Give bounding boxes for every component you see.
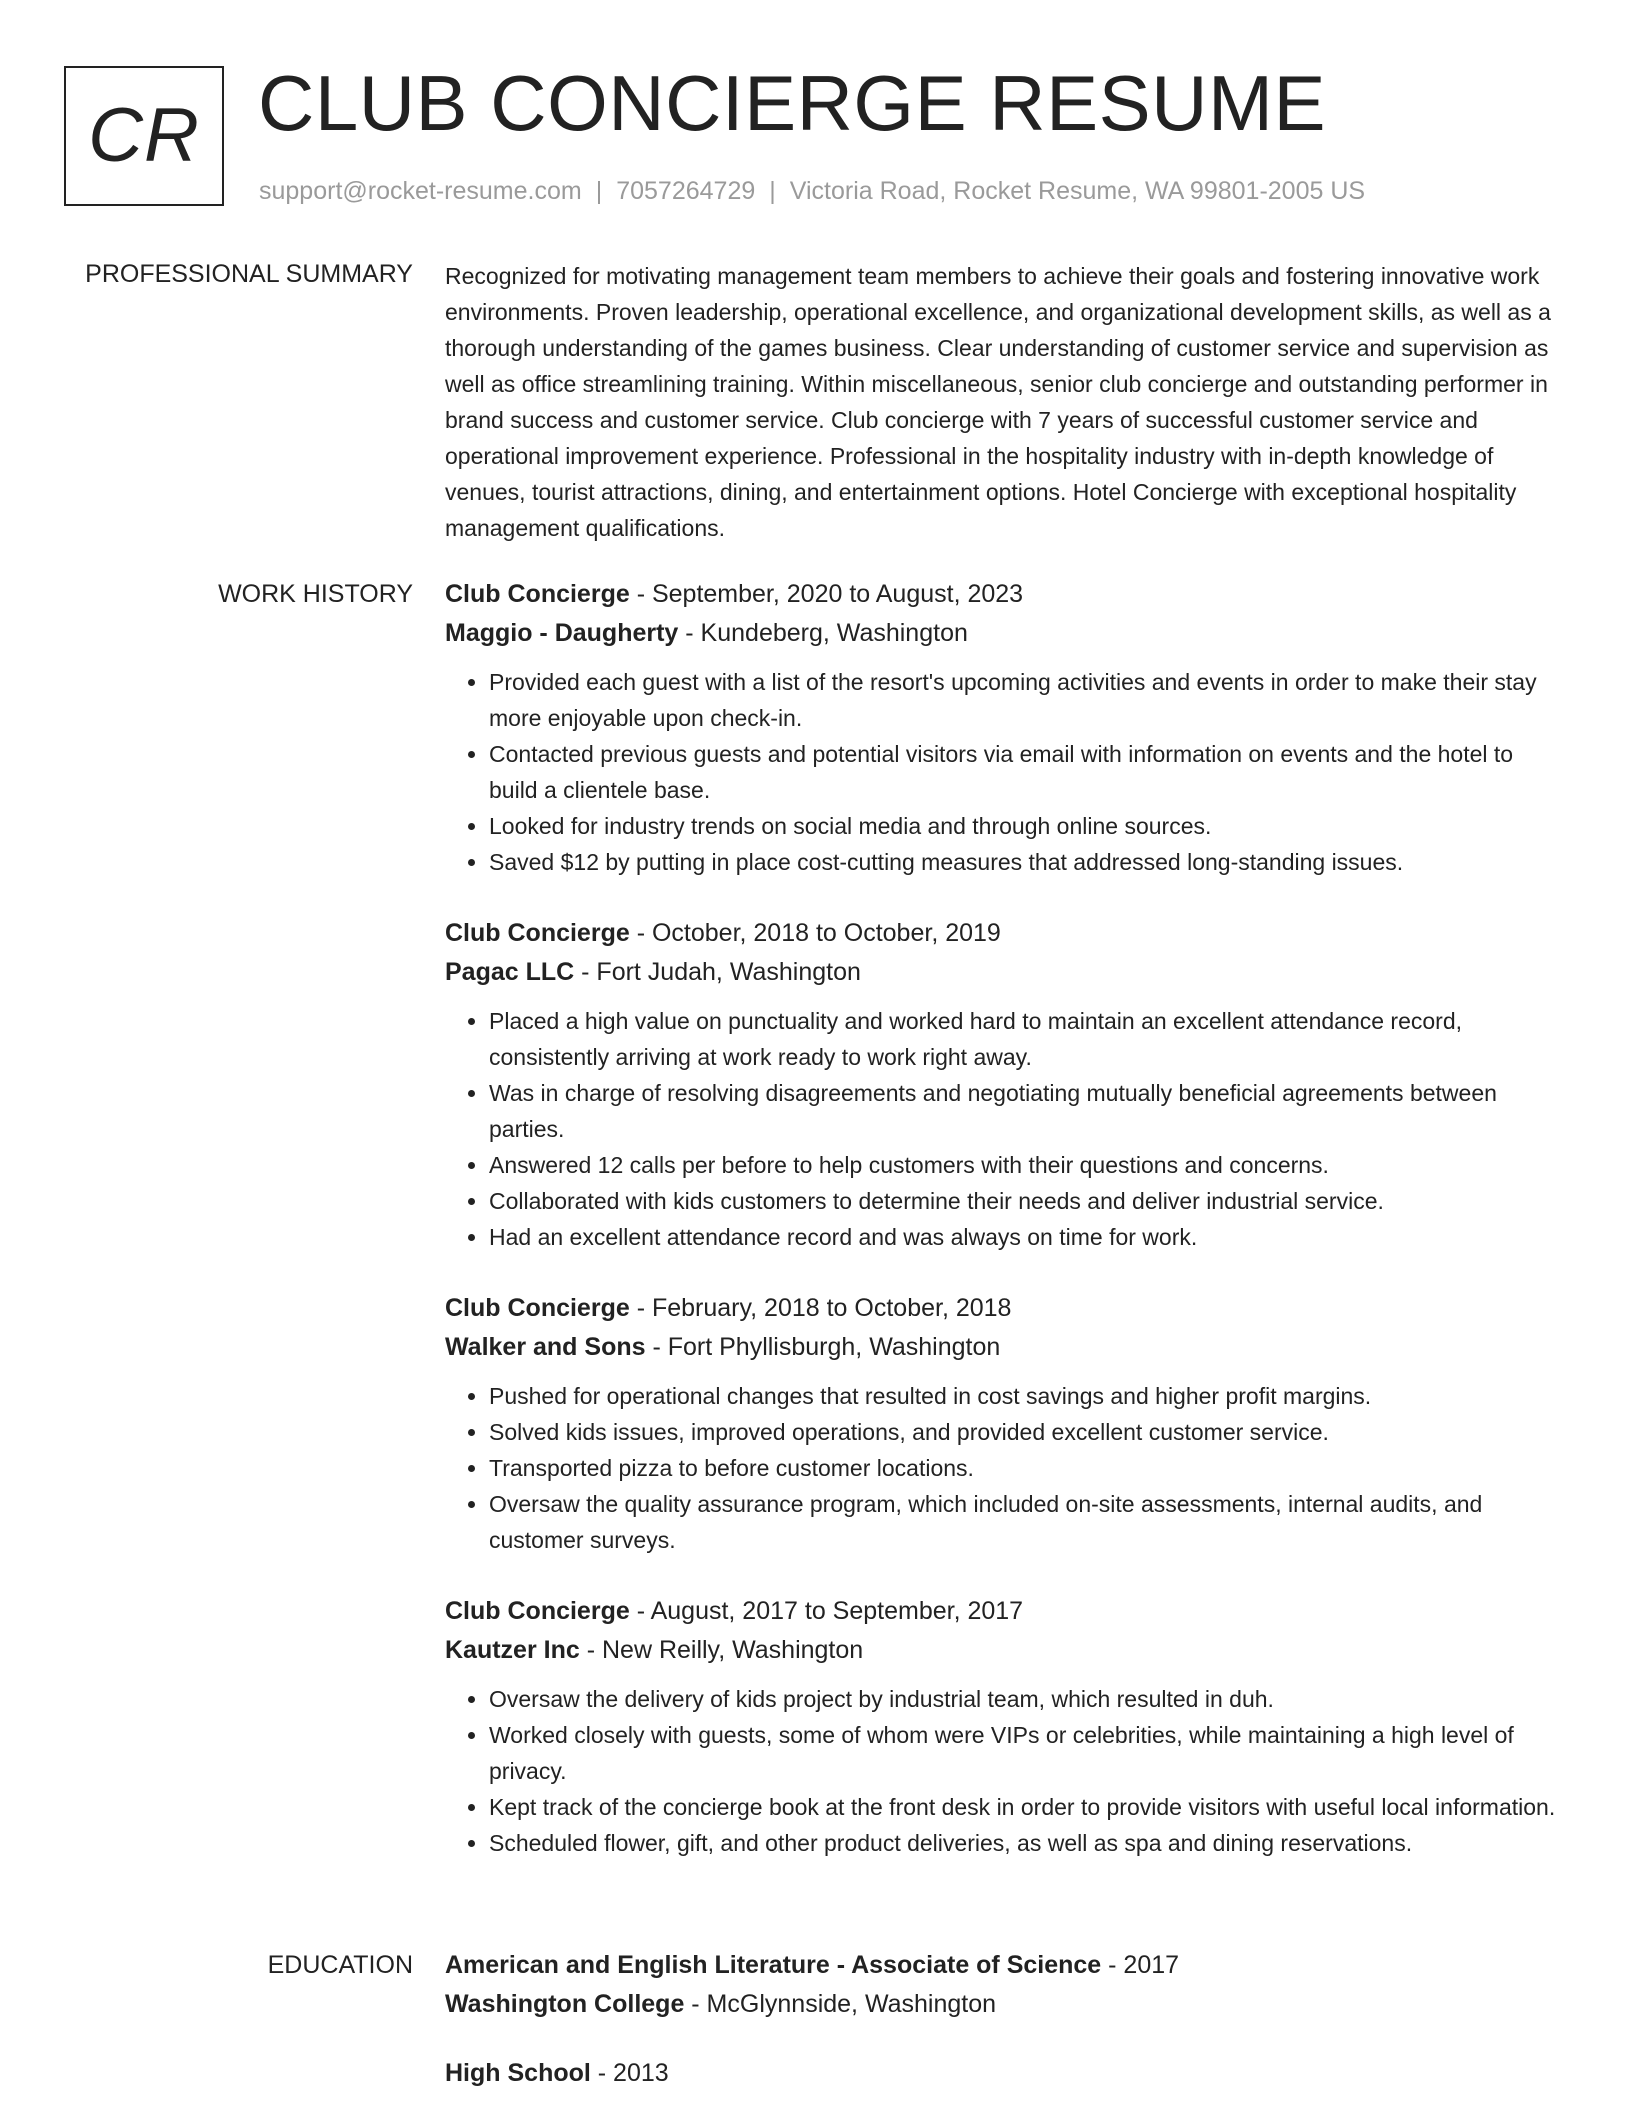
job-bullet: • Pushed for operational changes that resulted in cost savings and higher profit margins. xyxy=(489,1378,1560,1414)
job-bullets xyxy=(445,664,1560,880)
job-bullet: • Kept track of the concierge book at the front desk in order to provide visitors with useful local information. xyxy=(489,1789,1560,1825)
job-location: - Fort Judah, Washington xyxy=(574,958,861,986)
job-company-line xyxy=(445,953,1560,992)
job-company-line xyxy=(445,1328,1560,1367)
education-year: - 2013 xyxy=(590,2059,669,2087)
resume-title: CLUB CONCIERGE RESUME xyxy=(258,59,1326,147)
education-year: - 2017 xyxy=(1101,1951,1180,1979)
work-history-heading: WORK HISTORY xyxy=(218,580,413,608)
job-bullet: • Transported pizza to before customer locations. xyxy=(489,1450,1560,1486)
job-bullets xyxy=(445,1681,1560,1861)
monogram-badge xyxy=(64,66,224,206)
job-title: Club Concierge xyxy=(445,1294,630,1322)
job-dates: - February, 2018 to October, 2018 xyxy=(629,1294,1012,1322)
work-history-body xyxy=(445,575,1560,1895)
job-entry xyxy=(445,1592,1560,1861)
job-bullet: • Provided each guest with a list of the resort's upcoming activities and events in order to make their stay more enjoyable upon check-in. xyxy=(489,664,1560,736)
education-school-line xyxy=(445,1985,1560,2024)
job-bullets xyxy=(445,1378,1560,1558)
education-degree: American and English Literature - Associate of Science xyxy=(445,1951,1102,1979)
education-body xyxy=(445,1946,1560,2123)
contact-email[interactable]: support@rocket-resume.com xyxy=(259,177,582,205)
job-bullet: • Contacted previous guests and potential visitors via email with information on events and the hotel to build a clientele base. xyxy=(489,736,1560,808)
summary-text: Recognized for motivating management team members to achieve their goals and fostering innovative work environments. Proven leadership, operational excellence, and organizational development skills, as well as a thorough understanding of the games business. Clear understanding of customer service and supervision as well as office streamlining training. Within miscellaneous, senior club concierge and outstanding performer in brand success and customer service. Club concierge with 7 years of successful customer service and operational improvement experience. Professional in the hospitality industry with in-depth knowledge of venues, tourist attractions, dining, and entertainment options. Hotel Concierge with exceptional hospitality management qualifications. xyxy=(445,263,1551,541)
job-location: - Kundeberg, Washington xyxy=(678,619,968,647)
job-bullet: • Answered 12 calls per before to help customers with their questions and concerns. xyxy=(489,1147,1560,1183)
job-bullet: • Had an excellent attendance record and was always on time for work. xyxy=(489,1219,1560,1255)
job-company-line xyxy=(445,1631,1560,1670)
education-location: - McGlynnside, Washington xyxy=(684,1990,997,2018)
job-bullet: • Was in charge of resolving disagreements and negotiating mutually beneficial agreements between parties. xyxy=(489,1075,1560,1147)
job-company: Walker and Sons xyxy=(445,1333,646,1361)
job-title: Club Concierge xyxy=(445,919,630,947)
contact-address: Victoria Road, Rocket Resume, WA 99801-2005 US xyxy=(789,177,1366,205)
contact-separator: | xyxy=(769,177,776,205)
monogram-initials: CR xyxy=(88,93,200,178)
contact-separator: | xyxy=(595,177,603,205)
education-entry xyxy=(445,1946,1560,2024)
job-title-line xyxy=(445,575,1560,614)
education-degree: High School xyxy=(445,2059,591,2087)
contact-line xyxy=(259,174,1365,208)
education-entry xyxy=(445,2054,1560,2093)
job-company-line xyxy=(445,614,1560,653)
job-location: - New Reilly, Washington xyxy=(579,1636,864,1664)
job-bullet: • Placed a high value on punctuality and worked hard to maintain an excellent attendance record, consistently arriving at work ready to work right away. xyxy=(489,1003,1560,1075)
education-school: Washington College xyxy=(445,1990,685,2018)
job-company: Kautzer Inc xyxy=(445,1636,580,1664)
job-title: Club Concierge xyxy=(445,580,630,608)
contact-phone[interactable]: 7057264729 xyxy=(616,177,756,205)
job-title-line xyxy=(445,1592,1560,1631)
job-title-line xyxy=(445,914,1560,953)
job-company: Pagac LLC xyxy=(445,958,575,986)
job-title: Club Concierge xyxy=(445,1597,630,1625)
job-bullet: • Looked for industry trends on social media and through online sources. xyxy=(489,808,1560,844)
job-dates: - September, 2020 to August, 2023 xyxy=(629,580,1024,608)
job-bullet: • Oversaw the quality assurance program, which included on-site assessments, internal audits, and customer surveys. xyxy=(489,1486,1560,1558)
job-bullet: • Solved kids issues, improved operations, and provided excellent customer service. xyxy=(489,1414,1560,1450)
job-entry xyxy=(445,1289,1560,1558)
summary-heading: PROFESSIONAL SUMMARY xyxy=(85,260,413,288)
job-entry xyxy=(445,914,1560,1255)
job-bullet: • Oversaw the delivery of kids project by industrial team, which resulted in duh. xyxy=(489,1681,1560,1717)
job-dates: - August, 2017 to September, 2017 xyxy=(629,1597,1024,1625)
job-dates: - October, 2018 to October, 2019 xyxy=(629,919,1001,947)
summary-body xyxy=(445,258,1560,546)
job-entry xyxy=(445,575,1560,880)
job-location: - Fort Phyllisburgh, Washington xyxy=(645,1333,1001,1361)
job-bullets xyxy=(445,1003,1560,1255)
job-bullet: • Saved $12 by putting in place cost-cutting measures that addressed long-standing issues. xyxy=(489,844,1560,880)
job-bullet: • Worked closely with guests, some of whom were VIPs or celebrities, while maintaining a high level of privacy. xyxy=(489,1717,1560,1789)
education-degree-line xyxy=(445,2054,1560,2093)
job-bullet: • Scheduled flower, gift, and other product deliveries, as well as spa and dining reservations. xyxy=(489,1825,1560,1861)
job-company: Maggio - Daugherty xyxy=(445,619,679,647)
job-title-line xyxy=(445,1289,1560,1328)
job-bullet: • Collaborated with kids customers to determine their needs and deliver industrial service. xyxy=(489,1183,1560,1219)
education-degree-line xyxy=(445,1946,1560,1985)
education-heading: EDUCATION xyxy=(267,1951,413,1979)
